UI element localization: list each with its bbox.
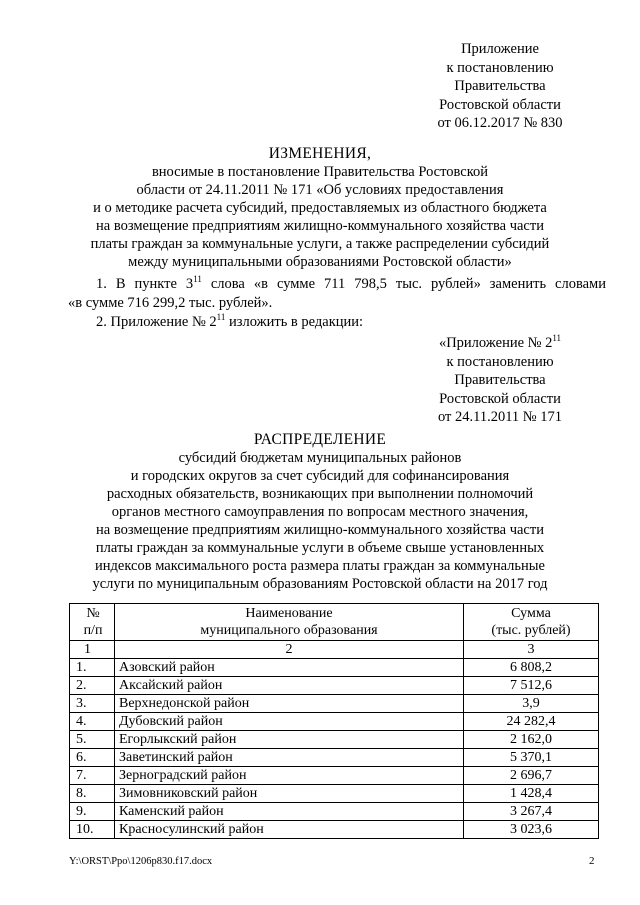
item-2-superscript: 11 [216, 312, 226, 323]
changes-subtitle-line: на возмещение предприятиям жилищно-коммунального хозяйства части [96, 218, 544, 234]
inner-appendix [400, 334, 600, 427]
distribution-subtitle-line: услуги по муниципальным образованиям Ростовской области на 2017 год [92, 576, 548, 592]
distribution-subtitle-line: органов местного самоуправления по вопросам местного значения, [111, 504, 529, 520]
changes-subtitle-line: и о методике расчета субсидий, предоставляемых из областного бюджета [93, 200, 547, 216]
footer-page-number: 2 [589, 855, 595, 867]
table-index-row: 1 2 3 [70, 641, 599, 659]
distribution-table [69, 603, 599, 839]
header-name: Наименование муниципального образования [115, 604, 464, 641]
distribution-subtitle-line: расходных обязательств, возникающих при выполнении полномочий [106, 486, 534, 502]
distribution-subtitle-line: на возмещение предприятиям жилищно-коммунального хозяйства части [96, 522, 544, 538]
inner-appendix-line-4: Ростовской области [439, 390, 561, 407]
item-2-paragraph: 2. Приложение № $2^{11}$ изложить в редакции: [96, 312, 364, 330]
table-row: 8. Зимовниковский район 1 428,4 [70, 785, 599, 803]
item-1-paragraph [68, 275, 606, 313]
footer-file-path: Y:\ORST\Ppo\1206p830.f17.docx [69, 856, 213, 867]
appendix-line-4: Ростовской области [439, 96, 561, 113]
distribution-subtitle-line: платы граждан за коммунальные услуги в объеме свыше установленных [95, 540, 545, 556]
distribution-heading: РАСПРЕДЕЛЕНИЕ [253, 431, 387, 448]
changes-title [40, 144, 600, 271]
header-num: № п/п [70, 604, 115, 641]
inner-appendix-line-2: к постановлению [446, 353, 554, 370]
appendix-line-1: Приложение [461, 41, 539, 57]
changes-subtitle-line: платы граждан за коммунальные услуги, а также распределении субсидий [90, 236, 550, 252]
changes-heading: ИЗМЕНЕНИЯ, [268, 145, 372, 162]
inner-appendix-line-3: Правительства [454, 372, 546, 388]
table-row: 6. Заветинский район 5 370,1 [70, 749, 599, 767]
table-row: 1. Азовский район 6 808,2 [70, 659, 599, 677]
distribution-subtitle-line: индексов максимального роста размера платы граждан за коммунальные [95, 558, 545, 574]
appendix-line-3: Правительства [454, 78, 546, 94]
item-1-superscript: 11 [193, 274, 202, 285]
appendix-line-5: от 06.12.2017 № 830 [437, 115, 563, 131]
changes-subtitle-line: области от 24.11.2011 № 171 «Об условиях предоставления [136, 182, 504, 198]
table-row: 4. Дубовский район 24 282,4 [70, 713, 599, 731]
table-row: 10. Красносулинский район 3 023,6 [70, 821, 599, 839]
table-row: 5. Егорлыкский район 2 162,0 [70, 731, 599, 749]
table-row: 3. Верхнедонской район 3,9 [70, 695, 599, 713]
table-row: 9. Каменский район 3 267,4 [70, 803, 599, 821]
changes-subtitle-line: вносимые в постановление Правительства Ростовской [151, 164, 489, 180]
inner-appendix-line-5: от 24.11.2011 № 171 [437, 409, 563, 425]
table-row: 7. Зерноградский район 2 696,7 [70, 767, 599, 785]
distribution-title [40, 430, 600, 593]
appendix-line-2: к постановлению [446, 59, 554, 76]
table-row: 2. Аксайский район 7 512,6 [70, 677, 599, 695]
item-1-line-1: 1. В пункте $3^{11}$ слова «в сумме 711 798,5 тыс. рублей» заменить словами [96, 274, 606, 292]
changes-subtitle-line: между муниципальными образованиями Ростовской области» [128, 254, 512, 270]
distribution-subtitle-line: субсидий бюджетам муниципальных районов [178, 450, 462, 466]
header-sum: Сумма (тыс. рублей) [464, 604, 599, 641]
table-header-row [70, 604, 599, 641]
inner-appendix-line-1: «Приложение № $2^{11}$ [438, 333, 562, 351]
header-appendix [400, 40, 600, 133]
item-1-line-2: «в сумме 716 299,2 тыс. рублей». [68, 295, 273, 311]
distribution-subtitle-line: и городских округов за счет субсидий для софинансирования [130, 468, 510, 484]
